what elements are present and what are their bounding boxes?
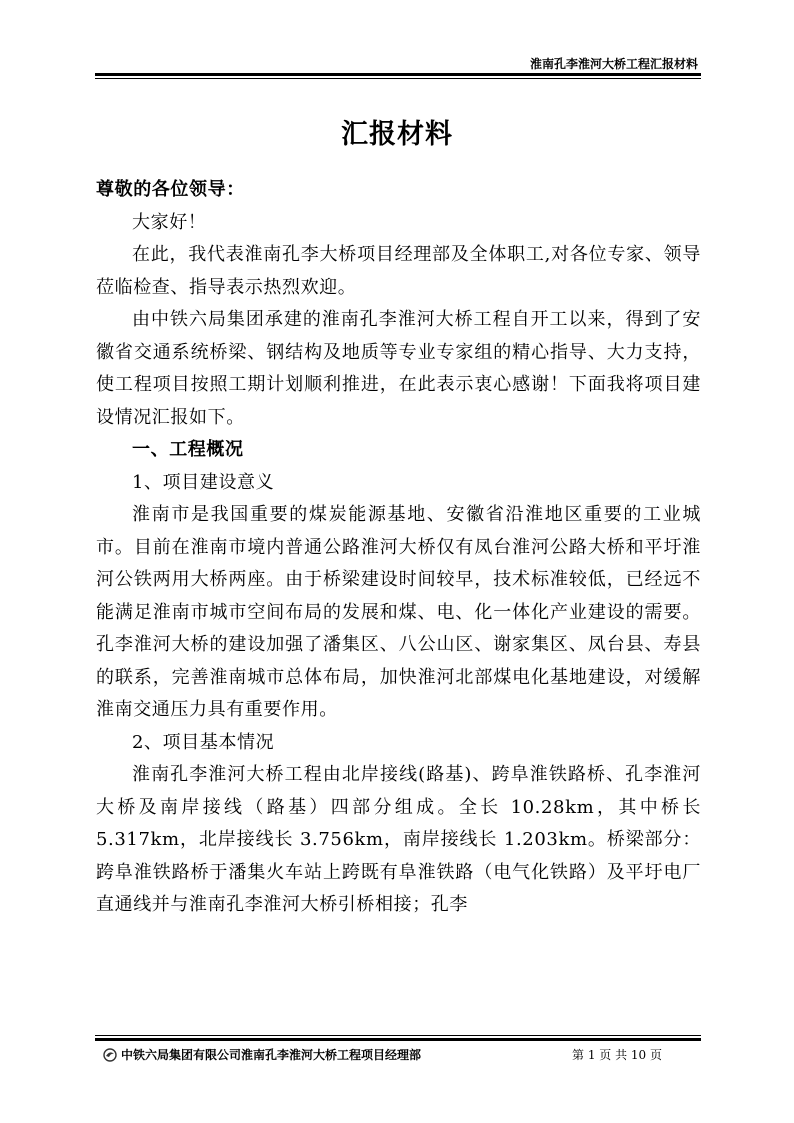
- paragraph-basic-info: 淮南孔李淮河大桥工程由北岸接线(路基)、跨阜淮铁路桥、孔李淮河大桥及南岸接线（路基）四部分组成。全长 10.28km，其中桥长 5.317km，北岸接线长 3.756km，南岸接线长 1.203km。桥梁部分：跨阜淮铁路桥于潘集火车站上跨既有阜淮铁路（电气化铁路）及平圩电厂直通线并与淮南孔李淮河大桥引桥相接；孔李: [96, 764, 701, 915]
- document-title: 汇报材料: [341, 119, 453, 150]
- document-body: [96, 174, 701, 922]
- running-header: 淮南孔李淮河大桥工程汇报材料: [529, 57, 698, 71]
- section-heading-overview: 一、工程概况: [132, 439, 244, 460]
- footer-company: [103, 1046, 421, 1063]
- footer-rule-thick: [95, 1038, 701, 1041]
- subsection-heading-significance: 1、项目建设意义: [132, 471, 275, 493]
- footer-company-name: 中铁六局集团有限公司淮南孔李淮河大桥工程项目经理部: [121, 1048, 422, 1062]
- footer-rule-thin: [95, 1035, 701, 1036]
- paragraph-thanks: 由中铁六局集团承建的淮南孔李淮河大桥工程自开工以来，得到了安徽省交通系统桥梁、钢结构及地质等专业专家组的精心指导、大力支持，使工程项目按照工期计划顺利推进，在此表示衷心感谢！下面我将项目建设情况汇报如下。: [96, 309, 701, 428]
- footer-page-number: 第 1 页 共 10 页: [572, 1048, 662, 1062]
- paragraph-welcome: 在此，我代表淮南孔李大桥项目经理部及全体职工,对各位专家、领导莅临检查、指导表示热烈欢迎。: [96, 244, 701, 298]
- paragraph-significance: 淮南市是我国重要的煤炭能源基地、安徽省沿淮地区重要的工业城市。目前在淮南市境内普通公路淮河大桥仅有凤台淮河公路大桥和平圩淮河公铁两用大桥两座。由于桥梁建设时间较早，技术标准较低，已经远不能满足淮南市城市空间布局的发展和煤、电、化一体化产业建设的需要。孔李淮河大桥的建设加强了潘集区、八公山区、谢家集区、凤台县、寿县的联系，完善淮南城市总体布局，加快淮河北部煤电化基地建设，对缓解淮南交通压力具有重要作用。: [96, 504, 701, 720]
- subsection-heading-basic-info: 2、项目基本情况: [132, 731, 275, 753]
- header-rule-thin: [95, 78, 701, 79]
- paragraph-greeting: 大家好！: [132, 211, 207, 233]
- header-rule-thick: [95, 73, 701, 76]
- company-logo-icon: [103, 1048, 117, 1062]
- salutation: 尊敬的各位领导：: [96, 179, 245, 200]
